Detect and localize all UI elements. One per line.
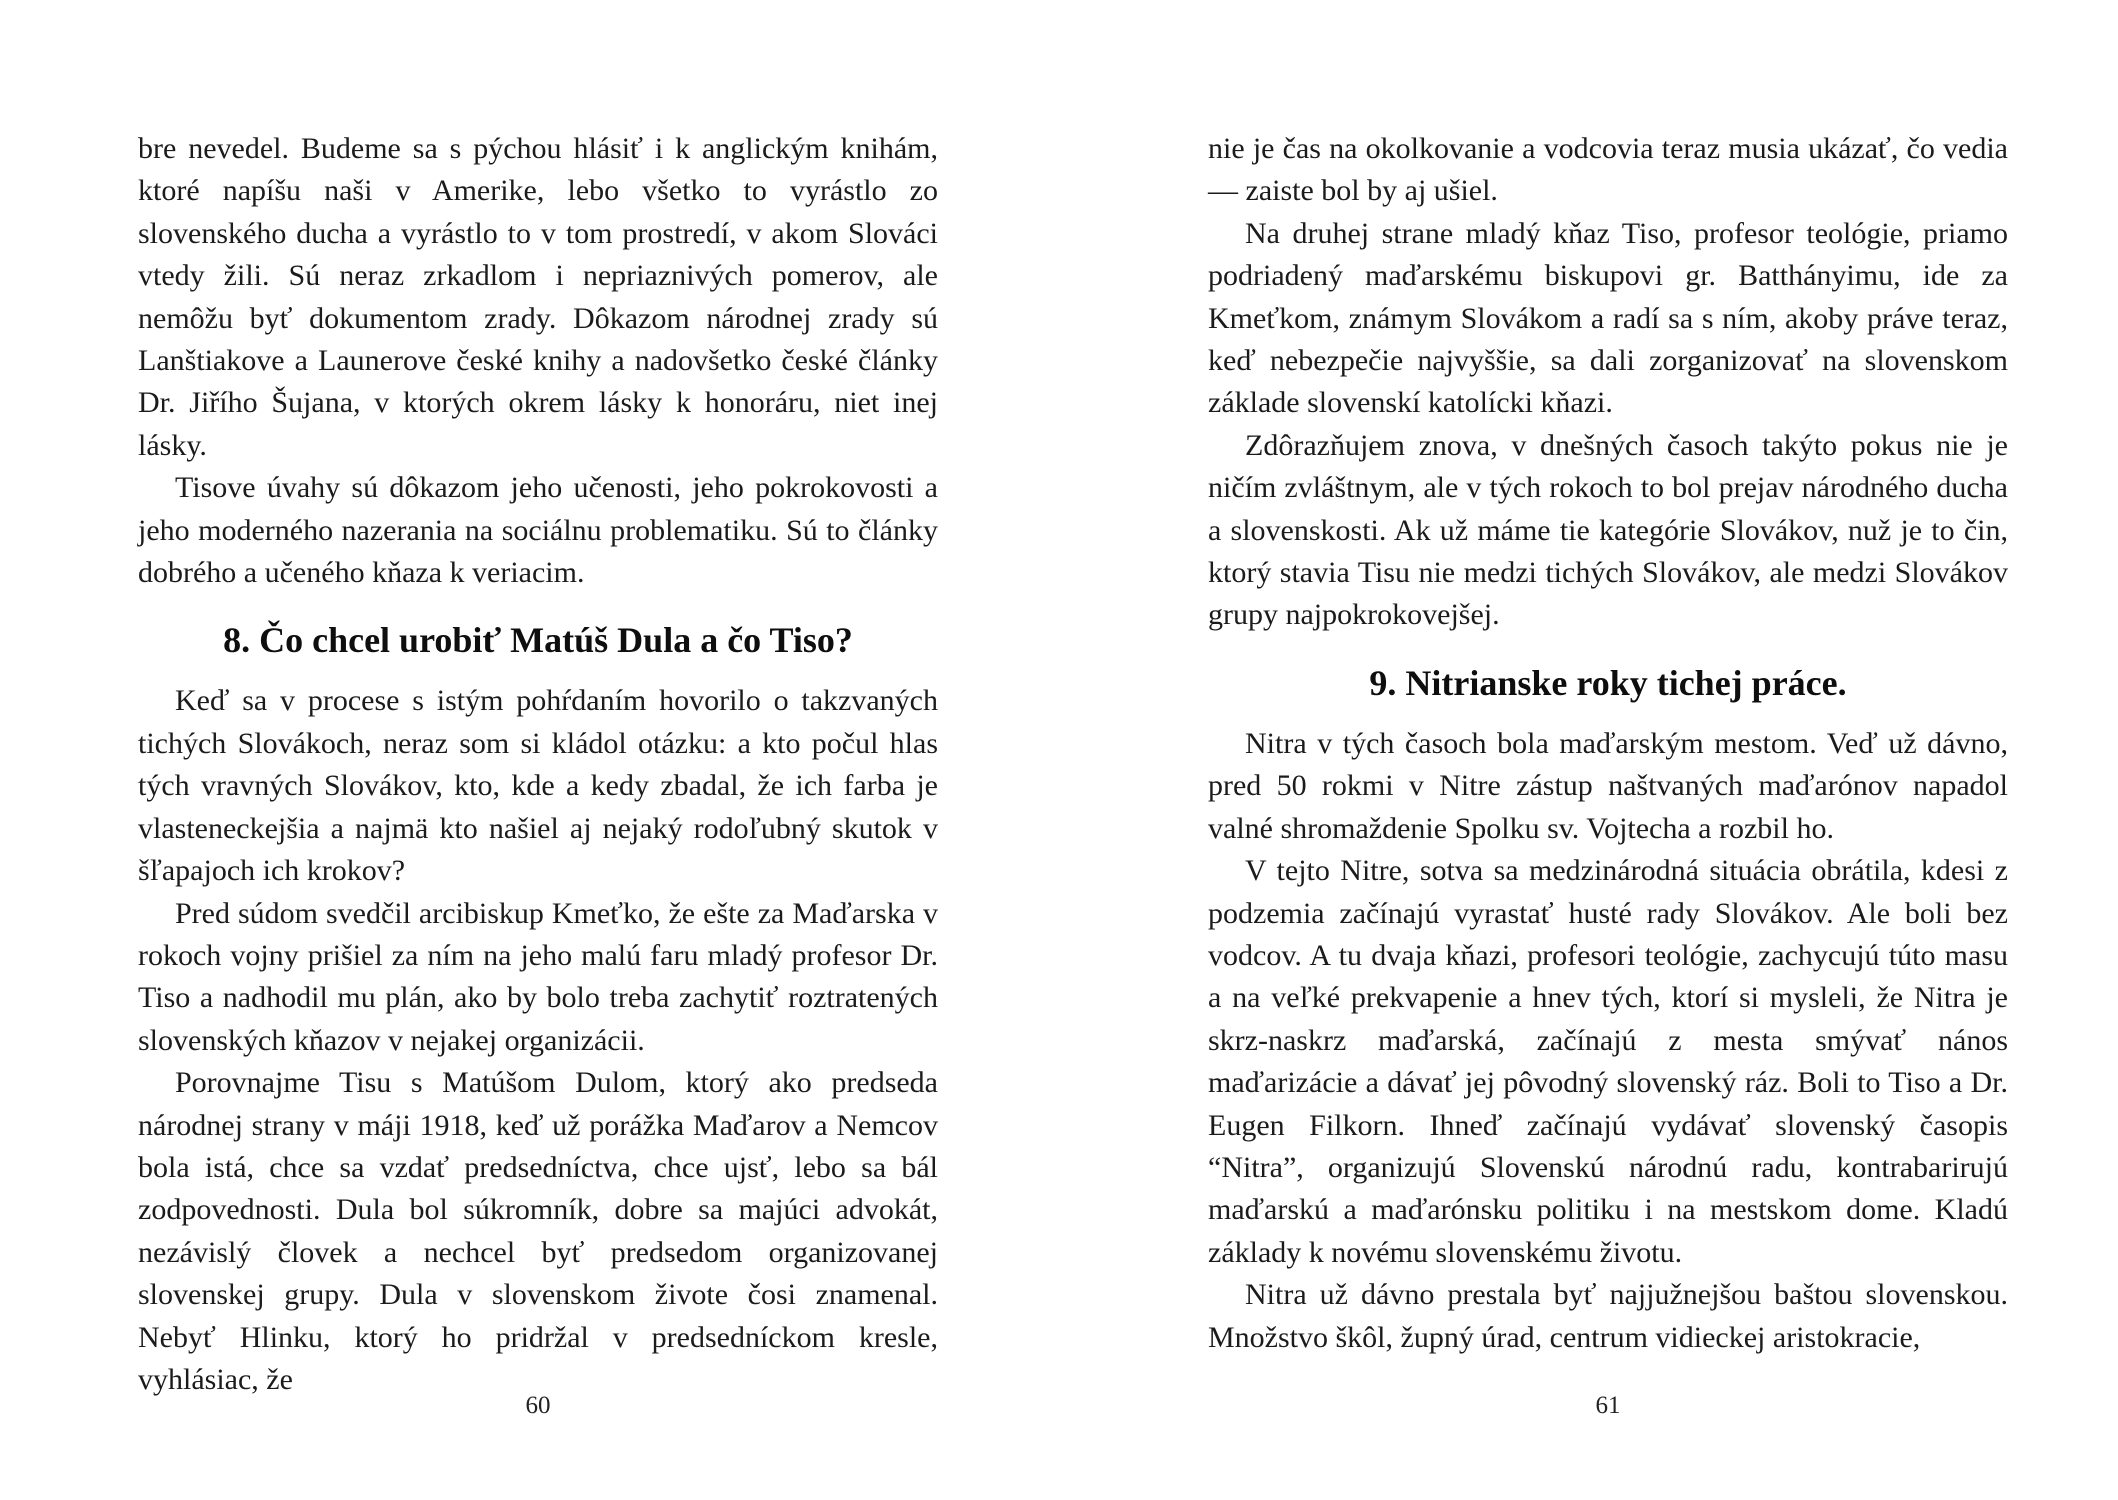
page-number-left: 60 [525, 1392, 551, 1419]
chapter-heading: 9. Nitrianske roky tichej práce. [1369, 662, 1847, 703]
right-page-body [1208, 128, 2008, 1359]
left-page [138, 128, 938, 1448]
paragraph: Na druhej strane mladý kňaz Tiso, profesor teológie, priamo podriadený maďarskému biskupovi gr. Batthányimu, ide za Kmeťkom, známym Slovákom a radí sa s ním, akoby práve teraz, keď nebezpečie najvyššie, sa dali zorganizovať na slovenskom základe slovenskí katolícki kňazi. [1208, 216, 2008, 420]
paragraph: bre nevedel. Budeme sa s pýchou hlásiť i k anglickým knihám, ktoré napíšu naši v Amerike, lebo všetko to vyrástlo zo slovenského ducha a vyrástlo to v tom prostredí, v akom Slováci vtedy žili. Sú neraz zrkadlom i nepriaznivých pomerov, ale nemôžu byť dokumentom zrady. Dôkazom národnej zrady sú Lanštiakove a Launerove české knihy a nadovšetko české články Dr. Jiřího Šujana, v ktorých okrem lásky k honoráru, niet inej lásky. [138, 132, 938, 462]
page-number-right: 61 [1595, 1392, 1621, 1419]
right-page [1208, 128, 2008, 1448]
paragraph: Pred súdom svedčil arcibiskup Kmeťko, že ešte za Maďarska v rokoch vojny prišiel za ním na jeho malú faru mladý profesor Dr. Tiso a nadhodil mu plán, ako by bolo treba zachytiť roztratených slovenských kňazov v nejakej organizácii. [138, 896, 938, 1057]
paragraph: Zdôrazňujem znova, v dnešných časoch takýto pokus nie je ničím zvláštnym, ale v tých rokoch to bol prejav národného ducha a slovenskosti. Ak už máme tie kategórie Slovákov, nuž je to čin, ktorý stavia Tisu nie medzi tichých Slovákov, ale medzi Slovákov grupy najpokrokovejšej. [1208, 428, 2008, 632]
paragraph: Nitra v tých časoch bola maďarským mestom. Veď už dávno, pred 50 rokmi v Nitre zástup naštvaných maďarónov napadol valné shromaždenie Spolku sv. Vojtecha a rozbil ho. [1208, 726, 2008, 845]
paragraph: V tejto Nitre, sotva sa medzinárodná situácia obrátila, kdesi z podzemia začínajú vyrastať husté rady Slovákov. Ale boli bez vodcov. A tu dvaja kňazi, profesori teológie, zachycujú túto masu a na veľké prekvapenie a hnev tých, ktorí si mysleli, že Nitra je skrz-naskrz maďarská, začínajú z mesta smývať nános maďarizácie a dávať jej pôvodný slovenský ráz. Boli to Tiso a Dr. Eugen Filkorn. Ihneď začínajú vydávať slovenský časopis “Nitra”, organizujú Slovenskú národnú radu, kontrabarirujú maďarskú a maďarónsku politiku i na mestskom dome. Kladú základy k novému slovenskému životu. [1208, 854, 2008, 1269]
paragraph: nie je čas na okolkovanie a vodcovia teraz musia ukázať, čo vedia — zaiste bol by aj ušiel. [1208, 132, 2008, 208]
paragraph: Porovnajme Tisu s Matúšom Dulom, ktorý ako predseda národnej strany v máji 1918, keď už porážka Maďarov a Nemcov bola istá, chce sa vzdať predsedníctva, chce ujsť, lebo sa bál zodpovednosti. Dula bol súkromník, dobre sa majúci advokát, nezávislý človek a nechcel byť predsedom organizovanej slovenskej grupy. Dula v slovenskom živote čosi znamenal. Nebyť Hlinku, ktorý ho pridržal v predsedníckom kresle, vyhlásiac, že [138, 1066, 938, 1396]
chapter-heading: 8. Čo chcel urobiť Matúš Dula a čo Tiso? [223, 620, 853, 661]
paragraph: Nitra už dávno prestala byť najjužnejšou baštou slovenskou. Množstvo škôl, župný úrad, centrum vidieckej aristokracie, [1208, 1278, 2008, 1354]
left-page-body [138, 128, 938, 1401]
paragraph: Tisove úvahy sú dôkazom jeho učenosti, jeho pokrokovosti a jeho moderného nazerania na sociálnu problematiku. Sú to články dobrého a učeného kňaza k veriacim. [138, 471, 938, 590]
paragraph: Keď sa v procese s istým pohŕdaním hovorilo o takzvaných tichých Slovákoch, neraz som si kládol otázku: a kto počul hlas tých vravných Slovákov, kto, kde a kedy zbadal, že ich farba je vlasteneckejšia a najmä kto našiel aj nejaký rodoľubný skutok v šľapajoch ich krokov? [138, 684, 938, 888]
